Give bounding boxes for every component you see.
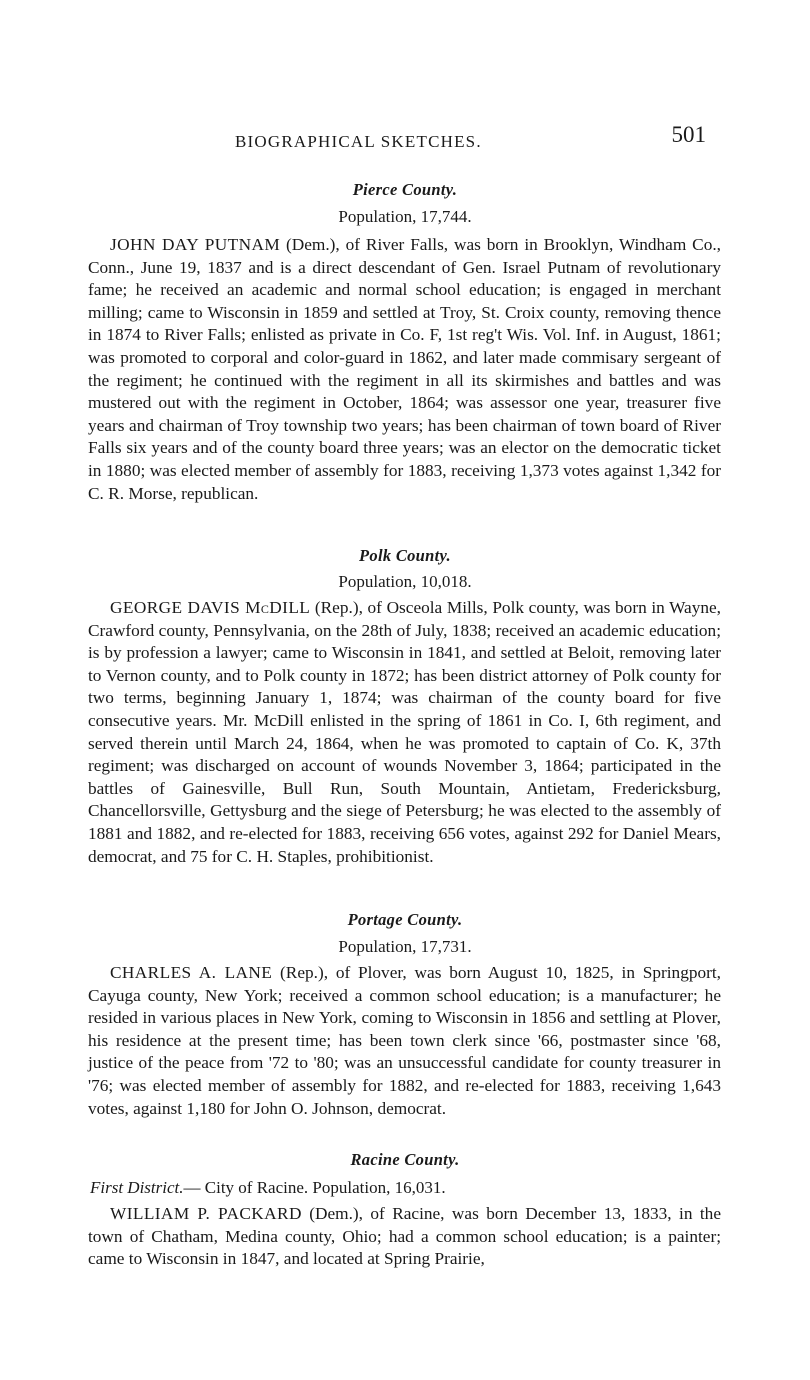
population-pierce: Population, 17,744. [338, 207, 472, 226]
county-heading-pierce: Pierce County. [352, 180, 458, 199]
bio-packard [88, 1203, 721, 1271]
page-number: 501 [671, 122, 706, 147]
bio-text: (Rep.), of Osceola Mills, Polk county, was born in Wayne, Crawford county, Pennsylvania, on the 28th of July, 1838; received an academic education; is by profession a lawyer; came to Wisconsin in 1841, and settled at Beloit, removing later to Vernon county, and to Polk county in 1872; has been district attorney of Polk county for two terms, beginning January 1, 1874; was chairman of the county board for five consecutive years. Mr. McDill enlisted in the spring of 1861 in Co. I, 6th regiment, and served therein until March 24, 1864, when he was promoted to captain of Co. K, 37th regiment; was discharged on account of wounds November 3, 1864; participated in the battles of Gainesville, Bull Run, South Mountain, Antietam, Fredericksburg, Chancellorsville, Gettysburg and the siege of Petersburg; he was elected to the assembly of 1881 and 1882, and re-elected for 1883, receiving 656 votes, against 292 for Daniel Mears, democrat, and 75 for C. H. Staples, prohibitionist. [88, 598, 721, 866]
bio-putnam [88, 234, 721, 505]
bio-text: (Rep.), of Plover, was born August 10, 1825, in Springport, Cayuga county, New York; received a common school education; is a manufacturer; he resided in various places in New York, coming to Wisconsin in 1856 and settling at Plover, his residence at the present time; has been town clerk since '66, postmaster since '68, justice of the peace from '72 to '80; was an unsuccessful candidate for county treasurer in '76; was elected member of assembly for 1882, and re-elected for 1883, receiving 1,643 votes, against 1,180 for John O. Johnson, democrat. [88, 963, 721, 1118]
district-text: — City of Racine. Population, 16,031. [183, 1178, 446, 1197]
bio-lane [88, 962, 721, 1120]
population-polk: Population, 10,018. [338, 572, 472, 591]
county-heading-polk: Polk County. [359, 546, 451, 565]
county-heading-portage: Portage County. [347, 910, 463, 929]
bio-name: WILLIAM P. PACKARD [110, 1204, 302, 1223]
bio-text: (Dem.), of River Falls, was born in Brooklyn, Windham Co., Conn., June 19, 1837 and is a direct descendant of Gen. Israel Putnam of revolutionary fame; he received an academic and normal school education; is engaged in merchant milling; came to Wisconsin in 1859 and settled at Troy, St. Croix county, removing thence in 1874 to River Falls; enlisted as private in Co. F, 1st reg't Wis. Vol. Inf. in August, 1861; was promoted to corporal and color-guard in 1862, and later made commisary sergeant of the regiment; he continued with the regiment in all its skirmishes and battles and was mustered out with the regiment in October, 1864; was assessor one year, treasurer five years and chairman of Troy township two years; has been chairman of town board of River Falls six years and of the county board three years; was an elector on the democratic ticket in 1880; was elected member of assembly for 1883, receiving 1,373 votes against 1,342 for C. R. Morse, republican. [88, 235, 721, 503]
bio-text: (Dem.), of Racine, was born December 13, 1833, in the town of Chatham, Medina county, Ohio; had a common school education; is a painter; came to Wisconsin in 1847, and located at Spring Prairie, [88, 1204, 721, 1269]
bio-name: CHARLES A. LANE [110, 963, 273, 982]
district-line [90, 1178, 720, 1198]
running-head [90, 122, 720, 162]
county-heading-racine: Racine County. [350, 1150, 460, 1169]
bio-mcdill [88, 597, 721, 868]
bio-name: JOHN DAY PUTNAM [110, 235, 281, 254]
bio-name: GEORGE DAVIS McDILL [110, 598, 311, 617]
population-portage: Population, 17,731. [338, 937, 472, 956]
district-label: First District. [90, 1178, 184, 1197]
running-title: BIOGRAPHICAL SKETCHES. [235, 132, 482, 151]
